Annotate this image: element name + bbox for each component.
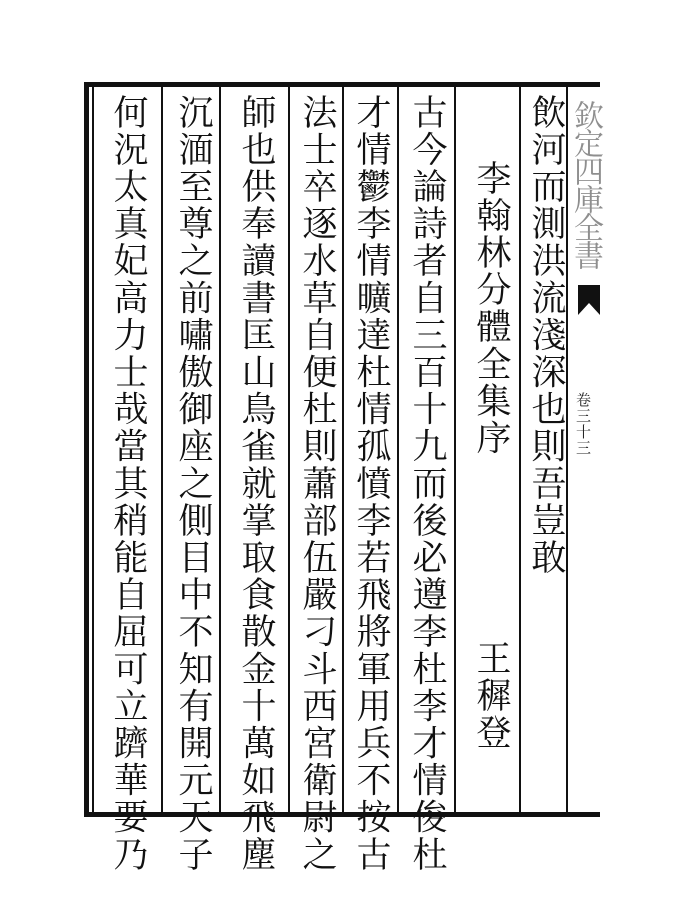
column-divider — [342, 87, 344, 812]
text-column-6: 法士卒逐水草自便杜則蕭部伍嚴刁斗西宮衛尉之 — [297, 94, 337, 874]
column-divider — [397, 87, 399, 812]
column-divider — [454, 87, 456, 812]
text-column-8: 沉湎至尊之前嘯傲御座之側目中不知有開元天子 — [173, 94, 213, 874]
text-column-1: 飲河而測洪流淺深也則吾豈敢 — [526, 94, 566, 577]
text-column-9: 何況太真妃高力士哉當其稍能自屈可立躋華要乃 — [108, 94, 148, 874]
text-column-3-preface-title: 李翰林分體全集序 — [471, 160, 511, 457]
column-divider — [519, 87, 521, 812]
text-column-5: 才情鬱李情曠達杜情孤憤李若飛將軍用兵不按古 — [351, 94, 391, 874]
column-divider — [161, 87, 163, 812]
column-divider — [288, 87, 290, 812]
fish-tail-mark — [578, 285, 600, 315]
inner-left-rule — [92, 87, 94, 812]
margin-title: 欽定四庫全書 — [568, 100, 603, 268]
column-divider — [219, 87, 221, 812]
juan-number: 卷三十三 — [574, 392, 592, 456]
text-column-7: 師也供奉讀書匡山鳥雀就掌取食散金十萬如飛塵 — [236, 94, 276, 874]
text-column-3-author: 王穉登 — [471, 640, 511, 752]
text-column-4: 古今論詩者自三百十九而後必遵李杜李才情俊杜 — [407, 94, 447, 874]
